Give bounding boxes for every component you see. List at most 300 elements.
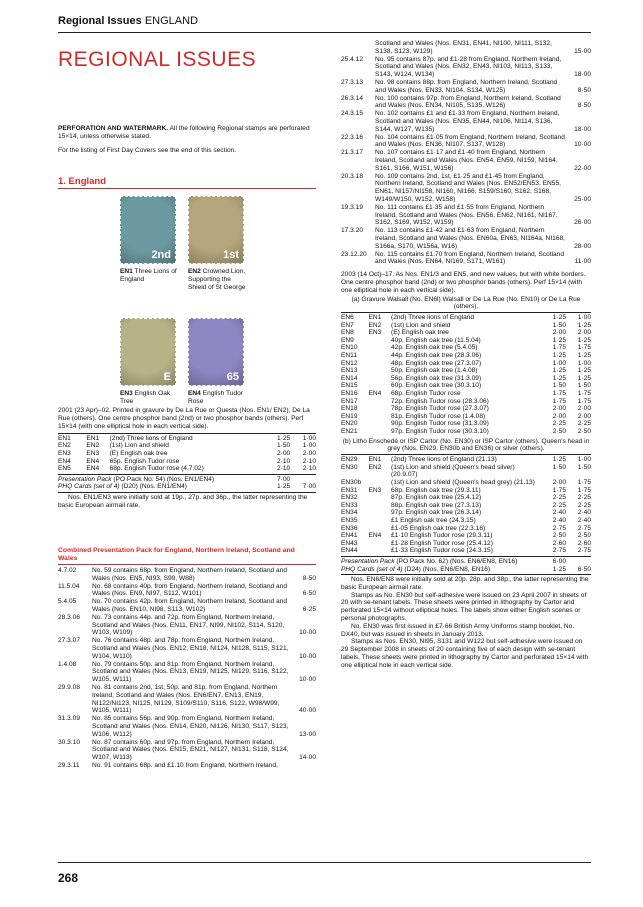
list-item xyxy=(341,149,591,172)
entry-date: 1.4.08 xyxy=(58,660,77,668)
table-cell: EN15 xyxy=(341,382,358,390)
issue-2003-note: Nos. EN6/EN8 were initially sold at 20p. 28p. and 38p., the latter representing the basic European airmail rate. xyxy=(341,576,589,591)
table-cell: 1·75 xyxy=(577,478,591,486)
table-cell: (1st) Lion and shield (Queen's head grey) (21.13) xyxy=(391,478,535,486)
table-cell: 65p. English Tudor rose xyxy=(109,457,180,465)
table-row xyxy=(341,420,591,428)
table-cell xyxy=(369,479,392,487)
table-cell: 1·50 xyxy=(552,382,566,390)
table-cell: EN41 xyxy=(341,532,358,540)
table-cell: 1·25 xyxy=(552,367,566,375)
stamp-en1 xyxy=(120,196,176,264)
table-row xyxy=(341,413,591,421)
entry-price: 8·50 xyxy=(302,574,316,582)
table-cell: 2·10 xyxy=(276,457,291,465)
table-cell: EN7 xyxy=(341,321,354,329)
table-cell: 1·50 xyxy=(276,442,291,450)
table-cell: EN3 xyxy=(58,449,71,457)
table-cell: 1·50 xyxy=(552,463,566,471)
table-cell: 1·25 xyxy=(552,314,566,322)
table-cell: 1·75 xyxy=(577,344,591,352)
table-cell: 1·25 xyxy=(577,336,591,344)
list-item xyxy=(341,204,591,227)
table-cell: 1·50 xyxy=(552,321,566,329)
table-cell: 2·75 xyxy=(577,547,591,555)
table-cell xyxy=(369,502,392,510)
table-cell xyxy=(369,509,392,517)
entry-text: No. 102 contains £1 and £1·33 from England, Northern Ireland, Scotland and Wales (Nos. EN35, EN44, NI106, NI114, S136, S144, W127, W135) xyxy=(375,110,560,133)
table-cell: 2·00 xyxy=(276,449,291,457)
table-cell: 2·10 xyxy=(302,465,316,473)
table-cell: 1·75 xyxy=(577,397,591,405)
combined-heading: Combined Presentation Pack for England, Northern Ireland, Scotland and Wales xyxy=(58,547,295,562)
table-cell: EN5 xyxy=(58,465,71,473)
table-cell: 97p. English Tudor rose (30.3.10) xyxy=(391,428,489,435)
table-cell: 1·25 xyxy=(552,374,566,382)
table-cell: 56p. English oak tree (31.3.09) xyxy=(391,374,482,382)
table-cell: 1·25 xyxy=(276,434,291,442)
entry-date: 31.3.09 xyxy=(58,715,80,723)
table-cell: 68p. English Tudor rose (4.7.02) xyxy=(109,465,204,473)
table-cell: 2·50 xyxy=(577,532,591,540)
list-item xyxy=(341,79,591,95)
entry-date: 21.3.17 xyxy=(341,149,363,157)
entry-date: 5.4.05 xyxy=(58,598,77,606)
table-row xyxy=(341,509,591,517)
table-cell: 2·25 xyxy=(552,494,566,502)
entry-text: No. 59 contains 68p. from England, Northern Ireland, Scotland and Wales (Nos. EN5, NI93, S99, W88) xyxy=(92,567,288,582)
list-item xyxy=(341,134,591,150)
table-cell: 1·25 xyxy=(577,367,591,375)
table-cell: (2nd) Three lions of England xyxy=(109,434,193,442)
list-item xyxy=(58,614,316,637)
table-cell: 42p. English oak tree (5.4.05) xyxy=(391,344,478,352)
table-row xyxy=(341,525,591,533)
issue-2003-note: No. EN30 was first issued in £7·66 British Army Uniforms stamp booklet, No. DX40, but was issued in sheets in January 2013. xyxy=(341,622,575,638)
table-cell xyxy=(369,360,392,368)
stamp-code: EN4 xyxy=(188,390,201,397)
issue-2003-table-b xyxy=(341,456,591,555)
table-row xyxy=(58,442,316,450)
table-cell: EN3 xyxy=(86,449,100,457)
table-cell: EN4 xyxy=(86,465,100,473)
list-item xyxy=(341,173,591,204)
table-cell: 2·25 xyxy=(552,420,566,428)
phq-cards-row-2003: PHQ Cards (set of 4) (D24) (Nos. EN6/EN8, EN16) 1·25 6·50 xyxy=(341,565,591,573)
table-cell: EN4 xyxy=(368,532,382,540)
entry-date: 25.4.12 xyxy=(341,55,363,63)
entry-price: 15·00 xyxy=(574,47,591,55)
table-row xyxy=(341,329,591,337)
entry-price: 13·00 xyxy=(299,730,316,738)
issue-2001 xyxy=(58,407,316,510)
table-cell: 1·25 xyxy=(552,456,566,464)
issue-2003-sub-b: (b) Litho Enschedé or ISP Cartor (No. EN30) or ISP Cartor (others). Queen's head in grey (Nos. EN29, EN30b and EN36) or silver (others). xyxy=(342,437,590,453)
phq-cards-row: PHQ Cards (set of 4) (D20) (Nos. EN1/EN4) 1·25 7·00 xyxy=(58,483,316,491)
table-cell: 2·00 xyxy=(577,329,591,337)
table-cell: 1·75 xyxy=(552,397,566,405)
list-item xyxy=(58,583,316,599)
table-cell: EN11 xyxy=(341,352,358,360)
table-cell: 2·40 xyxy=(577,509,591,517)
table-row xyxy=(341,428,591,436)
table-cell: 1·25 xyxy=(577,321,591,329)
table-cell xyxy=(369,382,392,390)
entry-text: No. 100 contains 97p. from England, Northern Ireland, Scotland and Wales (Nos. EN34, NI105, S135, W126) xyxy=(375,94,561,110)
entry-date: 26.3.14 xyxy=(341,94,363,102)
table-cell: 2·75 xyxy=(552,524,566,532)
stamp-caption xyxy=(120,268,182,284)
entry-price: 10·00 xyxy=(299,652,316,660)
entry-price: 6·50 xyxy=(302,590,316,598)
list-item xyxy=(58,715,316,738)
table-cell: EN8 xyxy=(341,329,354,337)
table-cell xyxy=(369,525,392,533)
table-cell: 2·40 xyxy=(552,516,566,524)
stamp-desc: English Tudor Rose xyxy=(188,390,243,405)
page-number: 268 xyxy=(58,871,79,885)
table-cell: 2·00 xyxy=(552,329,566,337)
table-cell: 68p. English oak tree (29.3.11) xyxy=(391,486,481,494)
table-cell: 2·10 xyxy=(276,465,291,473)
entry-text: No. 81 contains 2nd, 1st, 50p. and 81p. from England, Northern Ireland, Scotland and Wales (Nos. EN6/EN7, EN13, EN19, NI122/NI123, NI125, NI129, S109/S110, S116, S122, W98/W99, W105, W111) xyxy=(92,683,280,715)
table-cell: 88p. English oak tree (27.3.13) xyxy=(391,501,482,509)
table-cell: EN1 xyxy=(86,434,100,442)
list-item xyxy=(58,567,316,583)
table-row xyxy=(341,367,591,375)
list-item xyxy=(58,598,316,614)
list-item xyxy=(341,56,591,79)
table-cell xyxy=(369,352,392,360)
list-item xyxy=(341,110,591,133)
entry-text: No. 107 contains £1·17 and £1·40 from England, Northern Ireland, Scotland and Wales (Nos. EN54, EN59, NI159, NI164, S161, S166, W151, W156) xyxy=(375,149,558,172)
page-title: REGIONAL ISSUES xyxy=(58,48,257,71)
table-cell: 48p. English oak tree (27.3.07) xyxy=(391,359,482,367)
issue-2001-head: 2001 (23 Apr)–02. Printed in gravure by De La Rue or Questa (Nos. EN1/ EN2), De La Rue (others). One centre phosphor band (2nd) or two phosphor bands (others). Perf 15×14 (with one elliptical hole in each vertical side). xyxy=(58,407,310,430)
table-cell: 1·75 xyxy=(552,390,566,398)
entry-date xyxy=(341,40,375,56)
header-section: Regional Issues xyxy=(58,15,142,27)
entry-text: No. 98 contains 88p. from England, Northern Ireland, Scotland and Wales (Nos. EN33, NI104, S134, W125) xyxy=(375,78,558,94)
stamp-caption xyxy=(120,390,182,406)
issue-2001-note: Nos. EN1/EN3 were initially sold at 19p., 27p. and 36p., the latter representing the basic European airmail rate. xyxy=(58,493,308,509)
table-cell: EN4 xyxy=(86,457,100,465)
table-cell: 1·25 xyxy=(552,352,566,360)
table-cell: 1·25 xyxy=(552,336,566,344)
table-row xyxy=(341,532,591,540)
entry-price: 6·25 xyxy=(302,605,316,613)
entry-text: No. 109 contains 2nd, 1st, £1·25 and £1·45 from England, Northern Ireland, Scotland and Wales (Nos. EN52/EN53, EN55, EN61, NI157/NI158, NI160, NI166, S159/S160, S162, S168, W149/W150, W152, W158) xyxy=(375,172,561,203)
table-cell: EN44 xyxy=(341,547,358,555)
issue-2003-head: 2003 (14 Oct)–17. As Nos. EN1/3 and EN5, and new values, but with white borders. One centre phosphor band (2nd) or two phosphor bands (others). Perf 15×14 (with one elliptical hole in each vertical side). xyxy=(341,271,586,294)
table-cell xyxy=(369,398,392,406)
table-cell: EN43 xyxy=(341,539,358,547)
stamp-en2 xyxy=(188,196,244,264)
stamp-en3 xyxy=(120,318,176,386)
table-cell: 81p. English Tudor rose (1.4.08) xyxy=(391,412,486,420)
table-cell: EN2 xyxy=(86,442,100,450)
entry-price: 8·50 xyxy=(577,102,591,110)
entry-date: 17.3.20 xyxy=(341,227,363,235)
table-cell: EN21 xyxy=(341,428,358,435)
table-cell: 2·25 xyxy=(577,494,591,502)
entry-date: 11.5.04 xyxy=(58,582,80,590)
entry-price: 11·00 xyxy=(574,258,591,266)
running-header xyxy=(58,15,198,27)
entry-date: 27.3.13 xyxy=(341,78,363,86)
table-row xyxy=(341,479,591,487)
entry-date: 19.3.19 xyxy=(341,203,363,211)
stamp-code: EN2 xyxy=(188,268,201,275)
table-cell: 2·50 xyxy=(552,428,566,435)
table-cell: EN32 xyxy=(341,494,358,502)
issue-2003-note: Stamps as Nos. EN30, NI95, S131 and W122 but self-adhesive were issued on 29 September 2008 in sheets of 20 containing five of each design with se-tenant labels. These sheets were printed in lithography by Cartor and perforated 15×14 with one elliptical hole in each vertical side. xyxy=(341,638,589,669)
table-row xyxy=(341,405,591,413)
table-cell: 1·00 xyxy=(302,434,316,442)
entry-text: No. 73 contains 44p. and 72p. from England, Northern Ireland, Scotland and Wales (Nos. EN11, EN17, NI99, NI102, S114, S120, W103, W109) xyxy=(92,613,285,637)
table-cell xyxy=(369,517,392,525)
table-cell: EN6 xyxy=(341,314,354,322)
entry-date: 23.12.20 xyxy=(341,250,367,258)
entry-text: No. 91 contains 68p. and £1.10 from England, Northern Ireland, xyxy=(92,761,278,769)
stamp-code: EN3 xyxy=(120,390,133,397)
table-cell: 2·25 xyxy=(577,420,591,428)
table-cell: 2·00 xyxy=(552,405,566,413)
table-cell: 2·50 xyxy=(552,532,566,540)
table-cell: EN3 xyxy=(368,486,382,494)
entry-date: 28.3.06 xyxy=(58,613,80,621)
stamp-value: E xyxy=(163,371,171,383)
entry-price: 25·00 xyxy=(574,195,591,203)
table-cell xyxy=(369,337,392,345)
table-row xyxy=(58,450,316,458)
table-cell: 2·50 xyxy=(577,428,591,435)
table-cell: £1 English oak tree (24.3.15) xyxy=(391,516,476,524)
entry-price: 10·00 xyxy=(299,629,316,637)
stamp-caption xyxy=(188,268,250,291)
table-cell: EN4 xyxy=(368,390,382,398)
table-cell xyxy=(369,540,392,548)
list-item xyxy=(341,95,591,111)
entry-text: No. 85 contains 56p. and 90p. from England, Northern Ireland, Scotland and Wales (Nos. EN14, EN20, NI126, NI130, S117, S123, W106, W112) xyxy=(92,715,289,738)
table-cell: (E) English oak tree xyxy=(391,329,449,337)
entry-price: 22·00 xyxy=(574,164,591,172)
entry-text: No. 113 contains £1·42 and £1·63 from England, Northern Ireland, Scotland and Wales (Nos. EN60a, EN63, NI164a, NI168, S166a, S170, W156a, W16) xyxy=(375,227,565,250)
entry-text: No. 79 contains 50p. and 81p. from England, Northern Ireland, Scotland and Wales (Nos. EN13, EN19, NI125, NI129, S116, S122, W105, W111) xyxy=(92,660,289,684)
table-cell: EN18 xyxy=(341,405,358,413)
table-cell: 1·25 xyxy=(577,352,591,360)
list-item xyxy=(58,739,316,762)
table-cell: £1·28 English Tudor rose (25.4.12) xyxy=(391,539,493,547)
table-cell: EN19 xyxy=(341,412,358,420)
table-cell: EN1 xyxy=(368,456,382,464)
table-cell: EN13 xyxy=(341,367,358,375)
table-cell: EN9 xyxy=(341,336,354,344)
issue-2003-note: Stamps as No. EN30 but self-adhesive were issued on 23 April 2007 in sheets of 20 with se-tenant labels. These sheets were printed in lithography by Cartor and perforated 15×14 without elliptical holes. The labels show either English scenes or personal photographs. xyxy=(341,591,587,623)
perf-heading: PERFORATION AND WATERMARK. xyxy=(58,125,169,132)
entry-text: No. 87 contains 60p. and 97p. from England, Northern Ireland, Scotland and Wales (Nos. EN15, EN21, NI127, NI131, S118, S124, W107, W113) xyxy=(92,738,289,762)
table-cell xyxy=(369,413,392,421)
entry-text: No. 68 contains 40p. from England, Northern Ireland, Scotland and Wales (Nos. EN9, NI97, S112, W101) xyxy=(92,582,288,598)
table-cell xyxy=(369,494,392,502)
table-row xyxy=(58,435,316,443)
table-row xyxy=(341,502,591,510)
entry-price: 18·00 xyxy=(574,71,591,79)
table-cell: £1·05 English oak tree (22.3.16) xyxy=(391,524,486,532)
entry-text: Scotland and Wales (Nos. EN31, EN41, NI100, NI111, S132, S138, S123, W129) xyxy=(375,40,552,55)
table-cell xyxy=(369,428,392,436)
table-cell: 1·00 xyxy=(577,314,591,322)
table-cell: EN17 xyxy=(341,397,358,405)
table-row xyxy=(341,517,591,525)
table-cell: 1·00 xyxy=(577,456,591,464)
table-cell: (1st) Lion and shield (Queen's head silver) (20.9.07) xyxy=(391,463,515,479)
table-cell: 1·50 xyxy=(577,463,591,471)
list-item xyxy=(58,684,316,715)
entry-date: 27.3.07 xyxy=(58,637,80,645)
table-row xyxy=(341,547,591,555)
section-heading-england: 1. England xyxy=(58,176,107,187)
stamp-caption xyxy=(188,390,250,406)
intro xyxy=(58,125,316,162)
table-cell: 1·00 xyxy=(552,359,566,367)
table-row xyxy=(341,487,591,495)
table-cell: 2·60 xyxy=(577,539,591,547)
table-cell: 50p. English oak tree (1.4.08) xyxy=(391,367,478,375)
footer-rule xyxy=(58,862,591,863)
table-cell: 2·40 xyxy=(577,516,591,524)
table-cell: (1st) Lion and shield xyxy=(109,442,169,450)
entry-price: 10·00 xyxy=(574,141,591,149)
table-cell xyxy=(369,375,392,383)
table-cell: 1·75 xyxy=(552,344,566,352)
table-cell: EN1 xyxy=(368,314,382,322)
entry-price: 26·00 xyxy=(574,219,591,227)
entry-text: No. 111 contains £1·35 and £1·55 from England, Northern Ireland, Scotland and Wales (Nos. EN56, EN62, NI161, NI167, S162, S169, W152, W159) xyxy=(375,203,558,227)
table-cell: 78p. English Tudor rose (27.3.07) xyxy=(391,405,489,413)
table-row xyxy=(341,382,591,390)
table-cell: 72p. English Tudor rose (28.3.06) xyxy=(391,397,489,405)
table-cell xyxy=(369,367,392,375)
stamp-en4 xyxy=(188,318,244,386)
combined-packs xyxy=(58,547,316,770)
table-row xyxy=(341,314,591,322)
header-rule xyxy=(58,32,591,33)
table-row xyxy=(341,337,591,345)
table-cell: 60p. English oak tree (30.3.10) xyxy=(391,382,482,390)
stamp-value: 1st xyxy=(223,249,239,261)
table-row xyxy=(341,398,591,406)
table-cell: EN12 xyxy=(341,359,358,367)
entry-text: No. 76 contains 48p. and 78p. from England, Northern Ireland, Scotland and Wales (Nos. EN12, EN18, NI124, NI128, S115, S121, W104, W110) xyxy=(92,637,289,660)
table-row xyxy=(58,458,316,466)
table-cell: 2·10 xyxy=(302,457,316,465)
stamp-code: EN1 xyxy=(120,268,133,275)
table-cell: 97p. English oak tree (26.3.14) xyxy=(391,509,482,517)
presentation-pack-row: Presentation Pack (PO Pack No. 54) (Nos. EN1/EN4) 7·00 xyxy=(58,475,291,483)
table-cell xyxy=(369,420,392,428)
table-cell: £1·33 English Tudor rose (24.3.15) xyxy=(391,547,493,555)
table-cell: £1·10 English Tudor rose (29.3.11) xyxy=(391,532,493,540)
list-item xyxy=(341,251,591,267)
table-cell: EN35 xyxy=(341,516,358,524)
table-cell xyxy=(369,344,392,352)
entry-price: 40·00 xyxy=(299,707,316,715)
table-cell: EN20 xyxy=(341,420,358,428)
table-cell: (2nd) Three lions of England xyxy=(391,314,475,322)
table-cell: 90p. English Tudor rose (31.3.09) xyxy=(391,420,489,428)
table-cell: 40p. English oak tree (11.5.04) xyxy=(391,336,481,344)
table-cell: 87p. English oak tree (25.4.12) xyxy=(391,494,482,502)
table-cell: 2·75 xyxy=(552,547,566,555)
table-cell xyxy=(369,405,392,413)
entry-date: 24.3.15 xyxy=(341,110,363,118)
table-cell: (E) English oak tree xyxy=(109,449,168,457)
table-cell: 68p. English Tudor rose xyxy=(391,390,461,398)
entry-date: 29.3.11 xyxy=(58,761,80,769)
list-item xyxy=(58,661,316,684)
issue-2001-table xyxy=(58,435,316,473)
table-cell: EN2 xyxy=(58,442,71,450)
table-row xyxy=(341,456,591,464)
stamp-value: 65 xyxy=(226,371,239,383)
header-country: ENGLAND xyxy=(144,15,199,27)
issue-2003-table-a xyxy=(341,314,591,436)
table-cell: EN16 xyxy=(341,390,358,398)
table-row xyxy=(341,352,591,360)
list-item xyxy=(341,227,591,250)
table-cell: EN1 xyxy=(58,434,71,442)
table-cell: EN14 xyxy=(341,374,358,382)
table-cell: 1·50 xyxy=(577,382,591,390)
list-item xyxy=(341,40,591,56)
table-cell: 2·00 xyxy=(552,412,566,420)
table-row xyxy=(341,344,591,352)
entry-date: 22.3.16 xyxy=(341,133,363,141)
table-cell: 2·75 xyxy=(577,524,591,532)
table-row xyxy=(341,360,591,368)
entry-date: 4.7.02 xyxy=(58,567,77,574)
table-cell: 2·00 xyxy=(302,449,316,457)
table-cell xyxy=(369,547,392,555)
table-row xyxy=(341,494,591,502)
entry-date: 20.3.18 xyxy=(341,172,363,180)
table-cell: 2·40 xyxy=(552,509,566,517)
stamp-value: 2nd xyxy=(151,249,171,261)
table-cell: 2·25 xyxy=(577,501,591,509)
stamp-desc: English Oak Tree xyxy=(120,390,171,405)
fdc-note: For the listing of First Day Covers see the end of this section. xyxy=(58,147,237,155)
table-cell: 1·00 xyxy=(577,359,591,367)
table-cell: 1·75 xyxy=(577,486,591,494)
table-cell: EN2 xyxy=(368,321,382,329)
presentation-pack-row-2003: Presentation Pack (PO Pack No. 62) (Nos. EN6/EN8, EN16) 6·00 xyxy=(341,557,566,565)
table-cell: EN30 xyxy=(341,463,358,471)
entry-text: No. 115 contains £1.70 from England, Northern Ireland, Scotland and Wales (Nos. EN64, NI169, S171, W161) xyxy=(375,250,565,266)
entry-price: 28·00 xyxy=(574,242,591,250)
table-row xyxy=(341,540,591,548)
table-cell: EN2 xyxy=(368,463,382,471)
table-cell: 1·25 xyxy=(577,374,591,382)
table-cell: EN3 xyxy=(368,329,382,337)
entry-price: 18·00 xyxy=(574,125,591,133)
entry-price: 8·50 xyxy=(577,86,591,94)
table-row xyxy=(341,390,591,398)
table-cell: EN10 xyxy=(341,344,358,352)
table-cell: EN31 xyxy=(341,486,358,494)
stamp-desc: Crowned Lion, Supporting the Shield of St George xyxy=(188,268,246,291)
table-row xyxy=(341,322,591,330)
